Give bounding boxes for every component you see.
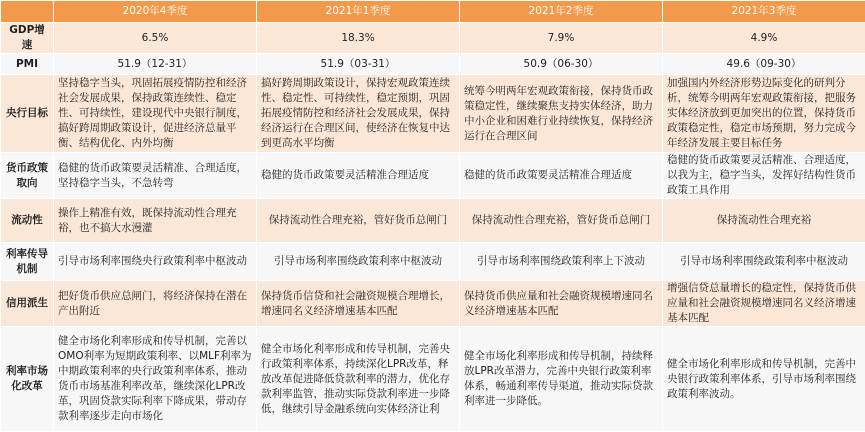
row-label-monetary-policy-stance: 货币政策取向 <box>1 153 54 199</box>
cell-reform-2021q3: 健全市场化利率形成和传导机制，完善中央银行政策利率体系，引导市场利率围绕政策利率波动。 <box>663 327 865 432</box>
cell-reform-2020q4: 健全市场化利率形成和传导机制，完善以OMO利率为短期政策利率、以MLF利率为中期政策利率的央行政策利率体系，推动货币市场基准利率改革，继续深化LPR改革，巩固贷款实际利率下降成果，带动存款利率逐步走向市场化 <box>54 327 257 432</box>
cell-reform-2021q1: 健全市场化利率形成和传导机制，完善央行政策利率体系，持续深化LPR改革，释放改革促进降低贷款利率的潜力，优化存款利率监管，推动实际贷款利率进一步降低，继续引导金融系统向实体经济让利 <box>257 327 460 432</box>
cell-pmi-2021q1: 51.9（03-31） <box>257 54 460 75</box>
cell-goal-2021q1: 搞好跨周期政策设计，保持宏观政策连续性、稳定性、可持续性，稳定预期，巩固拓展疫情防控和经济社会发展成果，保持经济运行在合理区间，使经济在恢复中达到更高水平均衡 <box>257 75 460 153</box>
cell-stance-2020q4: 稳健的货币政策要灵活精准、合理适度，坚持稳字当头，不急转弯 <box>54 153 257 199</box>
cell-gdp-2021q1: 18.3% <box>257 23 460 54</box>
row-pmi <box>1 54 865 75</box>
header-2021q3: 2021年3季度 <box>663 1 865 23</box>
header-corner <box>1 1 54 23</box>
cell-liquidity-2020q4: 操作上精准有效，既保持流动性合理充裕，也不搞大水漫灌 <box>54 199 257 243</box>
row-rate-transmission <box>1 243 865 281</box>
cell-pmi-2020q4: 51.9（12-31） <box>54 54 257 75</box>
row-liquidity <box>1 199 865 243</box>
cell-liquidity-2021q3: 保持流动性合理充裕 <box>663 199 865 243</box>
cell-goal-2021q3: 加强国内外经济形势边际变化的研判分析，统筹今明两年宏观政策衔接，把服务实体经济放到更加突出的位置，保持货币政策稳定性，稳定市场预期，努力完成今年经济发展主要目标任务 <box>663 75 865 153</box>
cell-transmission-2021q2: 引导市场利率围绕政策利率上下波动 <box>460 243 663 281</box>
header-2021q1: 2021年1季度 <box>257 1 460 23</box>
row-label-rate-transmission: 利率传导机制 <box>1 243 54 281</box>
row-label-pmi: PMI <box>1 54 54 75</box>
cell-credit-2021q2: 保持货币供应量和社会融资规模增速同名义经济增速基本匹配 <box>460 281 663 327</box>
row-gdp <box>1 23 865 54</box>
cell-gdp-2020q4: 6.5% <box>54 23 257 54</box>
cell-credit-2020q4: 把好货币供应总闸门，将经济保持在潜在产出附近 <box>54 281 257 327</box>
cell-gdp-2021q3: 4.9% <box>663 23 865 54</box>
cell-reform-2021q2: 健全市场化利率形成和传导机制，持续释放LPR改革潜力，完善中央银行政策利率体系，畅通利率传导渠道，推动实际贷款利率进一步降低。 <box>460 327 663 432</box>
cell-pmi-2021q3: 49.6（09-30） <box>663 54 865 75</box>
cell-goal-2021q2: 统筹今明两年宏观政策衔接，保持货币政策稳定性，继续聚焦支持实体经济，助力中小企业和困难行业持续恢复，保持经济运行在合理区间 <box>460 75 663 153</box>
cell-goal-2020q4: 坚持稳字当头，巩固拓展疫情防控和经济社会发展成果，保持政策连续性、稳定性、可持续性，建设现代中央银行制度，搞好跨周期政策设计，促进经济总量平衡、结构优化、内外均衡 <box>54 75 257 153</box>
row-label-rate-liberalization: 利率市场化改革 <box>1 327 54 432</box>
row-central-bank-goal <box>1 75 865 153</box>
row-monetary-policy-stance <box>1 153 865 199</box>
row-label-gdp: GDP增速 <box>1 23 54 54</box>
cell-stance-2021q3: 稳健的货币政策要灵活精准、合理适度，以我为主，稳字当头，发挥好结构性货币政策工具作用 <box>663 153 865 199</box>
cell-pmi-2021q2: 50.9（06-30） <box>460 54 663 75</box>
header-2020q4: 2020年4季度 <box>54 1 257 23</box>
row-label-central-bank-goal: 央行目标 <box>1 75 54 153</box>
header-2021q2: 2021年2季度 <box>460 1 663 23</box>
header-row <box>1 1 865 23</box>
cell-stance-2021q1: 稳健的货币政策要灵活精准合理适度 <box>257 153 460 199</box>
cell-stance-2021q2: 稳健的货币政策要灵活精准合理适度 <box>460 153 663 199</box>
cell-transmission-2020q4: 引导市场利率围绕央行政策利率中枢波动 <box>54 243 257 281</box>
cell-liquidity-2021q1: 保持流动性合理充裕，管好货币总闸门 <box>257 199 460 243</box>
row-credit-creation <box>1 281 865 327</box>
cell-credit-2021q3: 增强信贷总量增长的稳定性，保持货币供应量和社会融资规模增速同名义经济增速基本匹配 <box>663 281 865 327</box>
row-label-credit-creation: 信用派生 <box>1 281 54 327</box>
cell-transmission-2021q3: 引导市场利率围绕政策利率中枢波动 <box>663 243 865 281</box>
cell-gdp-2021q2: 7.9% <box>460 23 663 54</box>
cell-transmission-2021q1: 引导市场利率围绕政策利率中枢波动 <box>257 243 460 281</box>
cell-liquidity-2021q2: 保持流动性合理充裕，管好货币总闸门 <box>460 199 663 243</box>
row-label-liquidity: 流动性 <box>1 199 54 243</box>
row-rate-liberalization <box>1 327 865 432</box>
cell-credit-2021q1: 保持货币信贷和社会融资规模合理增长，增速同名义经济增速基本匹配 <box>257 281 460 327</box>
